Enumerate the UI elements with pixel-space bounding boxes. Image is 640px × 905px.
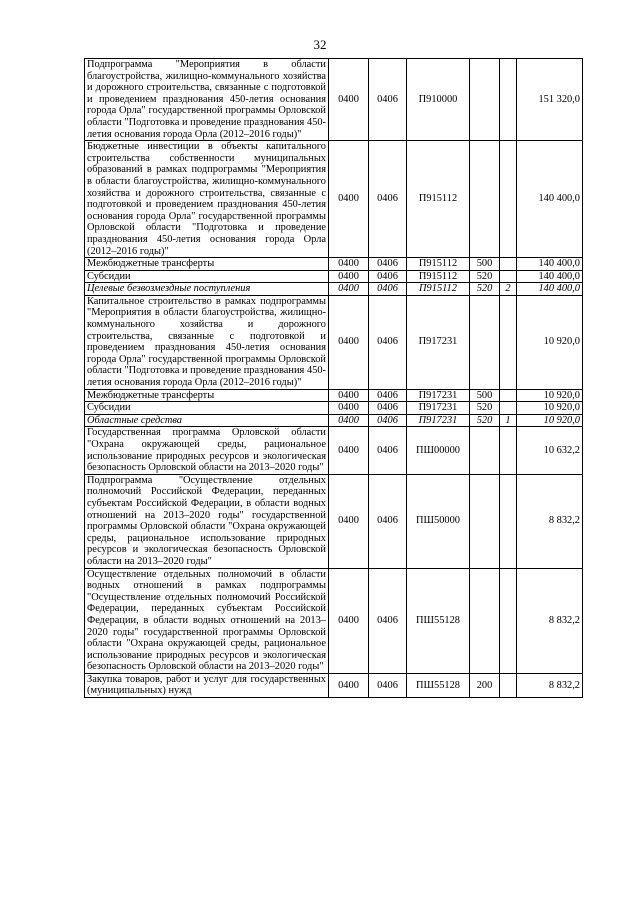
table-row (85, 141, 583, 258)
row-expense-type: 520 (470, 270, 500, 283)
table-row (85, 568, 583, 673)
budget-table (84, 58, 583, 698)
row-subsection-code: 0406 (369, 427, 407, 474)
row-funding-code (500, 141, 517, 258)
table-row (85, 258, 583, 271)
row-target-article: ПШ55128 (407, 568, 470, 673)
row-subsection-code: 0406 (369, 270, 407, 283)
row-subsection-code: 0406 (369, 59, 407, 141)
table-row (85, 414, 583, 427)
row-amount: 10 920,0 (517, 414, 583, 427)
row-funding-code (500, 568, 517, 673)
row-subsection-code: 0406 (369, 295, 407, 389)
row-subsection-code: 0406 (369, 673, 407, 697)
row-section-code: 0400 (329, 427, 369, 474)
row-subsection-code: 0406 (369, 568, 407, 673)
row-name: Бюджетные инвестиции в объекты капитального строительства собственности муниципальных образований в рамках подпрограммы "Мероприятия в области благоустройства, жилищно-коммунального хозяйства и дорожного строительства, связанные с подготовкой и проведением празднования 450-летия основания города Орла" государственной программы Орловской области "Подготовка и проведение празднования 450-летия основания города Орла (2012–2016 годы)" (85, 141, 329, 258)
row-amount: 8 832,2 (517, 474, 583, 568)
row-funding-code (500, 258, 517, 271)
row-section-code: 0400 (329, 414, 369, 427)
table-row (85, 389, 583, 402)
row-subsection-code: 0406 (369, 389, 407, 402)
row-name: Капитальное строительство в рамках подпрограммы "Мероприятия в области благоустройства, жилищно-коммунального хозяйства и дорожного строительства, связанные с подготовкой и проведением празднования 450-летия основания города Орла" государственной программы Орловской области "Подготовка и проведение празднования 450-летия основания города Орла (2012–2016 годы)" (85, 295, 329, 389)
row-name: Субсидии (85, 402, 329, 415)
table-row (85, 474, 583, 568)
row-funding-code (500, 295, 517, 389)
row-funding-code (500, 59, 517, 141)
row-target-article: П915112 (407, 283, 470, 296)
table-body (85, 59, 583, 698)
row-amount: 10 920,0 (517, 295, 583, 389)
table-row (85, 59, 583, 141)
row-section-code: 0400 (329, 258, 369, 271)
row-expense-type (470, 295, 500, 389)
table-row (85, 270, 583, 283)
row-section-code: 0400 (329, 389, 369, 402)
row-subsection-code: 0406 (369, 414, 407, 427)
row-expense-type (470, 141, 500, 258)
row-funding-code (500, 673, 517, 697)
row-funding-code (500, 474, 517, 568)
row-section-code: 0400 (329, 568, 369, 673)
row-section-code: 0400 (329, 295, 369, 389)
row-subsection-code: 0406 (369, 141, 407, 258)
row-target-article: П917231 (407, 389, 470, 402)
row-subsection-code: 0406 (369, 283, 407, 296)
row-expense-type (470, 568, 500, 673)
row-expense-type (470, 427, 500, 474)
page-number: 32 (313, 37, 327, 52)
row-target-article: П917231 (407, 295, 470, 389)
row-name: Государственная программа Орловской области "Охрана окружающей среды, рациональное использование природных ресурсов и экологическая безопасность Орловской области на 2013–2020 годы" (85, 427, 329, 474)
row-target-article: П917231 (407, 414, 470, 427)
row-subsection-code: 0406 (369, 402, 407, 415)
row-target-article: ПШ00000 (407, 427, 470, 474)
row-name: Подпрограмма "Осуществление отдельных полномочий Российской Федерации, переданных субъектам Российской Федерации, в области водных отношений на 2013–2020 годы" государственной программы Орловской области "Охрана окружающей среды, рациональное использование природных ресурсов и экологическая безопасность Орловской области на 2013–2020 годы" (85, 474, 329, 568)
row-funding-code (500, 389, 517, 402)
row-expense-type: 520 (470, 283, 500, 296)
row-name: Целевые безвозмездные поступления (85, 283, 329, 296)
row-section-code: 0400 (329, 402, 369, 415)
row-name: Закупка товаров, работ и услуг для государственных (муниципальных) нужд (85, 673, 329, 697)
row-expense-type: 500 (470, 258, 500, 271)
row-name: Субсидии (85, 270, 329, 283)
row-target-article: П915112 (407, 270, 470, 283)
row-amount: 140 400,0 (517, 283, 583, 296)
row-section-code: 0400 (329, 673, 369, 697)
row-section-code: 0400 (329, 474, 369, 568)
row-funding-code: 1 (500, 414, 517, 427)
row-funding-code (500, 402, 517, 415)
table-row (85, 283, 583, 296)
row-section-code: 0400 (329, 141, 369, 258)
row-amount: 10 920,0 (517, 402, 583, 415)
row-section-code: 0400 (329, 59, 369, 141)
row-section-code: 0400 (329, 270, 369, 283)
row-subsection-code: 0406 (369, 258, 407, 271)
row-expense-type: 520 (470, 414, 500, 427)
row-amount: 8 832,2 (517, 673, 583, 697)
row-name: Межбюджетные трансферты (85, 389, 329, 402)
row-funding-code (500, 427, 517, 474)
row-section-code: 0400 (329, 283, 369, 296)
row-name: Осуществление отдельных полномочий в области водных отношений в рамках подпрограммы "Осуществление отдельных полномочий Российской Федерации, переданных субъектам Российской Федерации, в области водных отношений на 2013–2020 годы" государственной программы Орловской области "Охрана окружающей среды, рациональное использование природных ресурсов и экологическая безопасность Орловской области на 2013–2020 годы" (85, 568, 329, 673)
row-target-article: ПШ55128 (407, 673, 470, 697)
row-expense-type: 500 (470, 389, 500, 402)
row-target-article: П915112 (407, 141, 470, 258)
row-expense-type: 520 (470, 402, 500, 415)
table-row (85, 295, 583, 389)
table-row (85, 427, 583, 474)
row-amount: 10 632,2 (517, 427, 583, 474)
row-amount: 10 920,0 (517, 389, 583, 402)
row-funding-code (500, 270, 517, 283)
row-name: Подпрограмма "Мероприятия в области благоустройства, жилищно-коммунального хозяйства и дорожного строительства, связанные с подготовкой и проведением празднования 450-летия основания города Орла" государственной программы Орловской области "Подготовка и проведение празднования 450-летия основания города Орла (2012–2016 годы)" (85, 59, 329, 141)
row-amount: 140 400,0 (517, 270, 583, 283)
row-amount: 140 400,0 (517, 141, 583, 258)
row-target-article: П910000 (407, 59, 470, 141)
row-expense-type (470, 59, 500, 141)
row-subsection-code: 0406 (369, 474, 407, 568)
row-target-article: П915112 (407, 258, 470, 271)
row-funding-code: 2 (500, 283, 517, 296)
table-row (85, 402, 583, 415)
row-target-article: ПШ50000 (407, 474, 470, 568)
row-amount: 151 320,0 (517, 59, 583, 141)
row-name: Областные средства (85, 414, 329, 427)
row-expense-type: 200 (470, 673, 500, 697)
table-row (85, 673, 583, 697)
row-target-article: П917231 (407, 402, 470, 415)
row-name: Межбюджетные трансферты (85, 258, 329, 271)
row-amount: 8 832,2 (517, 568, 583, 673)
row-amount: 140 400,0 (517, 258, 583, 271)
row-expense-type (470, 474, 500, 568)
